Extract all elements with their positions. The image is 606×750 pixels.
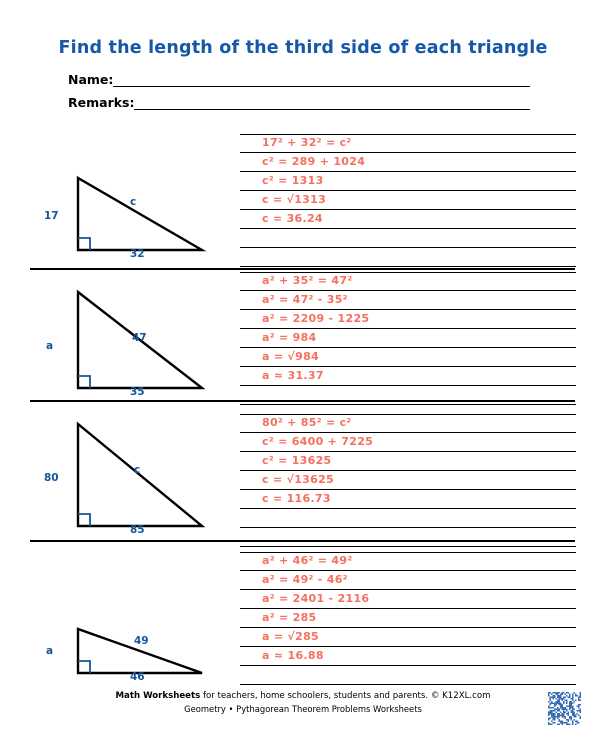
answer-line[interactable] (240, 367, 576, 386)
triangle-2-hypotenuse-label: 47 (132, 332, 147, 344)
answer-line[interactable] (240, 191, 576, 210)
triangle-2-vertical-label: a (46, 340, 54, 352)
name-field-row (68, 67, 530, 87)
triangle-4-hypotenuse-label: 49 (134, 635, 149, 647)
answer-step-text: c = √13625 (262, 473, 335, 486)
answer-lines-2 (240, 272, 576, 405)
answer-line[interactable] (240, 571, 576, 590)
answer-step-text: a = √984 (262, 350, 319, 363)
triangle-figure-2 (30, 288, 240, 403)
answer-line[interactable] (240, 628, 576, 647)
page-title: Find the length of the third side of each triangle (58, 38, 548, 58)
name-input-rule[interactable] (113, 73, 530, 87)
answer-lines-4 (240, 552, 576, 685)
footer-subject-line: Geometry • Pythagorean Theorem Problems Worksheets (184, 704, 422, 714)
block-divider-3 (30, 540, 575, 542)
triangle-1-vertical-label: 17 (44, 210, 59, 222)
answer-line[interactable] (240, 452, 576, 471)
answer-line[interactable] (240, 348, 576, 367)
answer-lines-1 (240, 134, 576, 267)
triangle-figure-4 (30, 625, 240, 685)
triangle-figure-1 (30, 170, 240, 265)
answer-step-text: c² = 289 + 1024 (262, 155, 366, 168)
answer-line[interactable] (240, 386, 576, 405)
answer-line[interactable] (240, 272, 576, 291)
block-divider-2 (30, 400, 575, 402)
triangle-1-horizontal-label: 32 (130, 248, 145, 260)
answer-step-text: c = 116.73 (262, 492, 331, 505)
block-divider-1 (30, 268, 575, 270)
answer-line[interactable] (240, 490, 576, 509)
answer-step-text: a ≈ 16.88 (262, 649, 324, 662)
qr-code-icon (548, 692, 581, 725)
triangle-3-hypotenuse-label: c (134, 464, 141, 476)
answer-step-text: a² = 285 (262, 611, 317, 624)
answer-step-text: a² = 47² - 35² (262, 293, 348, 306)
answer-line[interactable] (240, 134, 576, 153)
triangle-3-vertical-label: 80 (44, 472, 59, 484)
answer-step-text: c² = 6400 + 7225 (262, 435, 374, 448)
answer-step-text: a² = 49² - 46² (262, 573, 348, 586)
answer-step-text: a² + 46² = 49² (262, 554, 353, 567)
answer-line[interactable] (240, 509, 576, 528)
answer-line[interactable] (240, 310, 576, 329)
footer-brand: Math Worksheets (115, 691, 201, 701)
triangle-4-vertical-label: a (46, 645, 54, 657)
answer-step-text: c² = 13625 (262, 454, 332, 467)
answer-step-text: 80² + 85² = c² (262, 416, 352, 429)
triangle-3-horizontal-label: 85 (130, 524, 145, 536)
answer-step-text: a² = 2401 - 2116 (262, 592, 370, 605)
remarks-label: Remarks: (68, 95, 135, 110)
answer-step-text: 17² + 32² = c² (262, 136, 352, 149)
triangle-1-hypotenuse-label: c (130, 196, 137, 208)
answer-line[interactable] (240, 609, 576, 628)
answer-step-text: a ≈ 31.37 (262, 369, 324, 382)
footer (0, 690, 606, 716)
remarks-input-rule[interactable] (134, 96, 530, 110)
triangle-svg-3 (30, 420, 240, 540)
answer-lines-3 (240, 414, 576, 547)
answer-step-text: c = 36.24 (262, 212, 323, 225)
answer-line[interactable] (240, 229, 576, 248)
answer-step-text: c = √1313 (262, 193, 327, 206)
answer-line[interactable] (240, 666, 576, 685)
answer-step-text: a² = 984 (262, 331, 317, 344)
answer-line[interactable] (240, 172, 576, 191)
answer-line[interactable] (240, 528, 576, 547)
answer-step-text: c² = 1313 (262, 174, 324, 187)
answer-line[interactable] (240, 647, 576, 666)
answer-step-text: a² = 2209 - 1225 (262, 312, 370, 325)
answer-line[interactable] (240, 552, 576, 571)
answer-line[interactable] (240, 153, 576, 172)
answer-line[interactable] (240, 329, 576, 348)
triangle-figure-3 (30, 420, 240, 540)
footer-credit-rest: for teachers, home schoolers, students and parents. © K12XL.com (200, 691, 491, 701)
answer-step-text: a = √285 (262, 630, 319, 643)
answer-line[interactable] (240, 210, 576, 229)
triangle-2-horizontal-label: 35 (130, 386, 145, 398)
answer-line[interactable] (240, 291, 576, 310)
answer-step-text: a² + 35² = 47² (262, 274, 353, 287)
name-label: Name: (68, 72, 114, 87)
triangle-4-horizontal-label: 46 (130, 671, 145, 683)
remarks-field-row (68, 90, 530, 110)
footer-credit-line (0, 690, 606, 703)
answer-line[interactable] (240, 433, 576, 452)
answer-line[interactable] (240, 414, 576, 433)
answer-line[interactable] (240, 471, 576, 490)
answer-line[interactable] (240, 248, 576, 267)
answer-line[interactable] (240, 590, 576, 609)
